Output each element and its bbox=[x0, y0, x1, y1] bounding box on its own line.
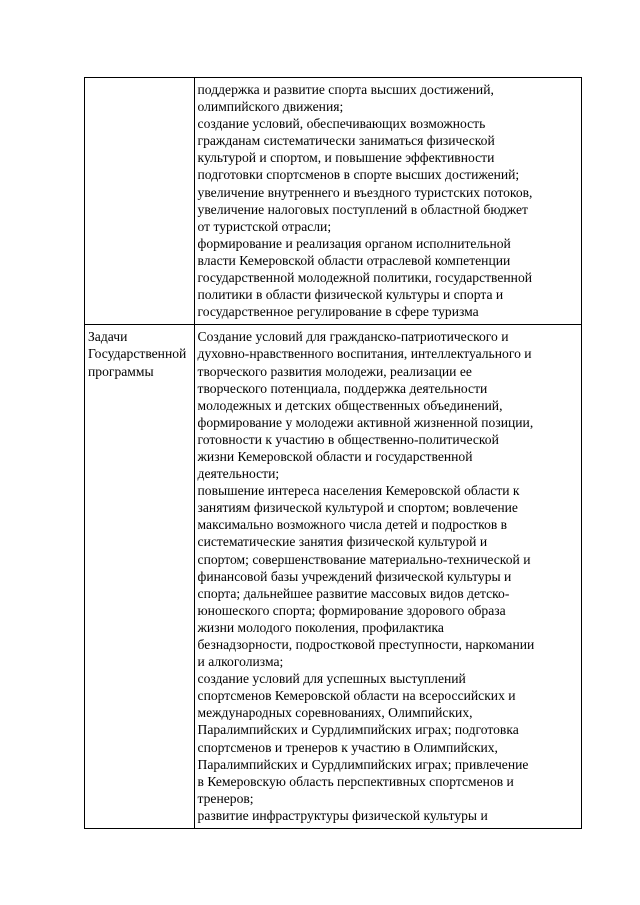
text-line: Паралимпийских и Сурдлимпийских играх; привлечение bbox=[197, 756, 529, 772]
text-line: юношеского спорта; формирование здорового образа bbox=[197, 602, 506, 618]
text-line: создание условий для успешных выступлений bbox=[197, 671, 466, 687]
text-line: политики в области физической культуры и спорта и bbox=[197, 287, 504, 303]
text-line: олимпийского движения; bbox=[197, 99, 344, 115]
text-line: Создание условий для гражданско-патриотического и bbox=[197, 329, 509, 345]
text-line: спорта; дальнейшее развитие массовых видов детско- bbox=[197, 585, 510, 601]
text-line: и алкоголизма; bbox=[197, 654, 284, 670]
text-line: повышение интереса населения Кемеровской области к bbox=[197, 483, 520, 499]
text-line: поддержка и развитие спорта высших достижений, bbox=[197, 82, 494, 97]
text-line: спортсменов и тренеров к участию в Олимпийских, bbox=[197, 739, 498, 755]
text-line: финансовой базы учреждений физической культуры и bbox=[197, 568, 512, 584]
text-line: создание условий, обеспечивающих возможность bbox=[197, 116, 486, 132]
text-line: от туристской отрасли; bbox=[197, 218, 332, 234]
row-label-cell bbox=[85, 325, 195, 829]
text-line: гражданам систематически заниматься физической bbox=[197, 133, 495, 149]
program-table bbox=[84, 77, 582, 829]
text-line: максимально возможного числа детей и подростков в bbox=[197, 517, 508, 533]
text-line: деятельности; bbox=[197, 466, 280, 482]
row-content-cell bbox=[194, 78, 581, 325]
text-line: готовности к участию в общественно-политической bbox=[197, 431, 499, 447]
table-row bbox=[85, 78, 582, 325]
text-line: творческого развития молодежи, реализации ее bbox=[197, 363, 472, 379]
text-line: тренеров; bbox=[197, 790, 254, 806]
text-line: в Кемеровскую область перспективных спортсменов и bbox=[197, 773, 514, 789]
text-line: безнадзорности, подростковой преступности, наркомании bbox=[197, 637, 535, 652]
text-line: Государственной bbox=[88, 346, 187, 362]
text-line: творческого потенциала, поддержка деятельности bbox=[197, 380, 488, 396]
text-line: формирование и реализация органом исполнительной bbox=[197, 235, 511, 251]
text-line: систематические занятия физической культурой и bbox=[197, 534, 488, 550]
text-line: культурой и спортом, и повышение эффективности bbox=[197, 150, 495, 166]
text-line: международных соревнованиях, Олимпийских, bbox=[197, 705, 473, 721]
row-label-cell bbox=[85, 78, 195, 325]
text-line: государственной молодежной политики, государственной bbox=[197, 270, 533, 286]
text-line: спортом; совершенствование материально-технической и bbox=[197, 551, 531, 567]
text-line: жизни Кемеровской области и государственной bbox=[197, 448, 473, 464]
text-line: духовно-нравственного воспитания, интеллектуального и bbox=[197, 346, 532, 362]
text-line: развитие инфраструктуры физической культуры и bbox=[197, 807, 488, 823]
text-line: увеличение налоговых поступлений в областной бюджет bbox=[197, 201, 528, 217]
text-line: власти Кемеровской области отраслевой компетенции bbox=[197, 252, 511, 268]
text-line: Паралимпийских и Сурдлимпийских играх; подготовка bbox=[197, 722, 519, 738]
row-content-cell bbox=[194, 325, 581, 829]
text-line: увеличение внутреннего и въездного туристских потоков, bbox=[197, 184, 533, 200]
text-line: государственное регулирование в сфере туризма bbox=[197, 304, 479, 320]
text-line: подготовки спортсменов в спорте высших достижений; bbox=[197, 167, 520, 183]
text-line: занятиям физической культурой и спортом; вовлечение bbox=[197, 500, 518, 516]
text-line: молодежных и детских общественных объединений, bbox=[197, 397, 503, 413]
text-line: формирование у молодежи активной жизненной позиции, bbox=[197, 414, 534, 430]
text-line: жизни молодого поколения, профилактика bbox=[197, 619, 444, 635]
text-line: Задачи bbox=[88, 329, 128, 345]
text-line: программы bbox=[88, 363, 154, 379]
table-row bbox=[85, 325, 582, 829]
text-line: спортсменов Кемеровской области на всероссийских и bbox=[197, 688, 516, 704]
